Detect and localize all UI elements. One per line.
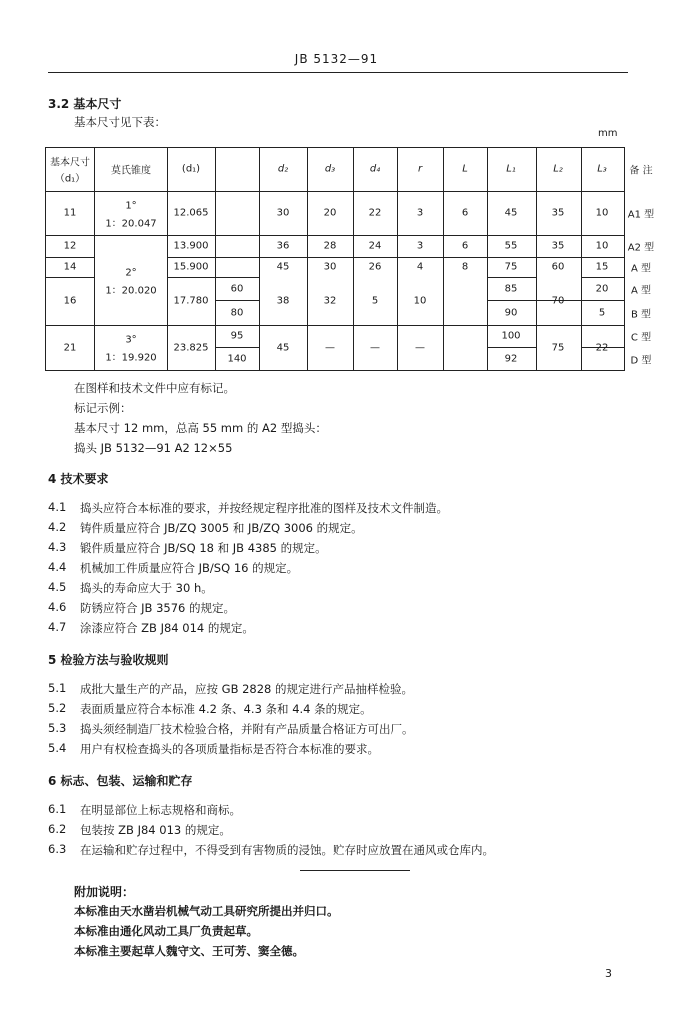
clause-text: 捣头应符合本标准的要求，并按经规定程序批准的图样及技术文件制造。 [80, 501, 448, 515]
header-morse-taper: 莫氏锥度 [111, 165, 151, 177]
header-remarks: 备 注 [629, 165, 653, 177]
table-rule [167, 277, 259, 278]
cell-d1: 23.825 [173, 342, 209, 354]
clause-text: 在运输和贮存过程中，不得受到有害物质的浸蚀。贮存时应放置在通风或仓库内。 [80, 843, 494, 857]
dimensions-table [45, 147, 655, 371]
cell-size: 21 [63, 342, 77, 354]
cell-r: — [370, 342, 380, 354]
cell-d1: 12.065 [173, 207, 209, 219]
table-rule [353, 147, 354, 371]
cell-size: 11 [63, 207, 77, 219]
cell-L1: 90 [504, 307, 518, 319]
cell-r: 3 [416, 240, 424, 252]
cell-d4: 32 [323, 295, 337, 307]
table-rule [45, 257, 94, 258]
cell-L1: 55 [504, 240, 518, 252]
clause-text: 防锈应符合 JB 3576 的规定。 [80, 601, 236, 615]
table-rule [167, 257, 625, 258]
cell-taper-ratio: 1：20.020 [105, 285, 157, 297]
cell-taper: 1° [125, 200, 137, 212]
appendix-title: 附加说明： [74, 885, 135, 899]
clause-number: 6.3 [48, 842, 67, 856]
table-rule [443, 147, 444, 371]
clause-number: 5.1 [48, 681, 67, 695]
marking-example-desc: 基本尺寸 12 mm，总高 55 mm 的 A2 型捣头： [74, 421, 327, 435]
clause-text: 捣头的寿命应大于 30 h。 [80, 581, 213, 595]
cell-L: 10 [413, 295, 427, 307]
cell-d1: 17.780 [173, 295, 209, 307]
cell-d2: 30 [276, 207, 290, 219]
cell-size: 14 [63, 261, 77, 273]
cell-remark: C 型 [630, 332, 652, 344]
cell-remark: A 型 [630, 285, 652, 297]
cell-d2: 45 [276, 261, 290, 273]
header-d2: d₂ [277, 163, 289, 175]
cell-remark: D 型 [630, 355, 652, 367]
table-rule [581, 147, 582, 371]
cell-d3: 20 [323, 207, 337, 219]
clause-number: 5.2 [48, 701, 67, 715]
clause-number: 4.4 [48, 560, 67, 574]
cell-L1: 100 [501, 330, 521, 342]
clause-text: 铸件质量应符合 JB/ZQ 3005 和 JB/ZQ 3006 的规定。 [80, 521, 363, 535]
cell-L3: 10 [595, 207, 609, 219]
page-number: 3 [605, 967, 612, 980]
clause-number: 4.5 [48, 580, 67, 594]
header-nominal-size-sub: （d₁） [54, 173, 86, 185]
clause-number: 4.1 [48, 500, 67, 514]
cell-L: 8 [461, 261, 469, 273]
cell-d1: 13.900 [173, 240, 209, 252]
cell-r: 5 [371, 295, 379, 307]
marking-note: 在图样和技术文件中应有标记。 [74, 381, 235, 395]
cell-d1: 15.900 [173, 261, 209, 273]
appendix-line: 本标准主要起草人魏守文、王可芳、窦全德。 [74, 944, 304, 958]
clause-text: 成批大量生产的产品，应按 GB 2828 的规定进行产品抽样检验。 [80, 682, 414, 696]
clause-number: 4.3 [48, 540, 67, 554]
clause-number: 5.4 [48, 741, 67, 755]
header-d3: d₃ [324, 163, 336, 175]
section-6-title: 6 标志、包装、运输和贮存 [48, 774, 193, 788]
cell-L3: 22 [595, 342, 609, 354]
cell-L2: 60 [551, 261, 565, 273]
table-rule [45, 235, 625, 236]
cell-remark: A2 型 [627, 242, 655, 254]
cell-L: 6 [461, 240, 469, 252]
cell-L1: 85 [504, 283, 518, 295]
clause-text: 在明显部位上标志规格和商标。 [80, 803, 241, 817]
table-rule [45, 325, 625, 326]
clause-number: 4.6 [48, 600, 67, 614]
table-rule [581, 277, 625, 278]
cell-remark: A 型 [630, 263, 652, 275]
section-4-title: 4 技术要求 [48, 472, 109, 486]
document-header: JB 5132—91 [294, 52, 379, 66]
cell-taper-ratio: 1：19.920 [105, 352, 157, 364]
table-rule [45, 191, 625, 192]
section-3-2-title: 3.2 基本尺寸 [48, 97, 122, 111]
clause-text: 包装按 ZB J84 013 的规定。 [80, 823, 231, 837]
table-rule [45, 147, 46, 371]
header-rule [48, 72, 628, 73]
cell-L3: 10 [595, 240, 609, 252]
table-rule [487, 300, 536, 301]
cell-d3: 45 [276, 342, 290, 354]
table-rule [215, 300, 259, 301]
cell-L3: 5 [598, 307, 606, 319]
clause-text: 涂漆应符合 ZB J84 014 的规定。 [80, 621, 254, 635]
table-rule [45, 277, 94, 278]
cell-L: 6 [461, 207, 469, 219]
cell-L1: 45 [504, 207, 518, 219]
clause-number: 4.2 [48, 520, 67, 534]
cell-d3: 38 [276, 295, 290, 307]
section-3-2-intro: 基本尺寸见下表： [74, 115, 166, 129]
clause-number: 4.7 [48, 620, 67, 634]
clause-text: 机械加工件质量应符合 JB/SQ 16 的规定。 [80, 561, 299, 575]
cell-L: — [415, 342, 425, 354]
header-L2: L₂ [553, 163, 563, 175]
cell-L3: 20 [595, 283, 609, 295]
table-rule [397, 147, 398, 371]
cell-L2: 75 [551, 342, 565, 354]
cell-L2: 35 [551, 207, 565, 219]
header-d1: (d₁) [181, 163, 201, 175]
header-L3: L₃ [597, 163, 607, 175]
clause-number: 5.3 [48, 721, 67, 735]
table-rule [487, 347, 536, 348]
section-5-title: 5 检验方法与验收规则 [48, 653, 169, 667]
cell-size: 12 [63, 240, 77, 252]
table-rule [167, 147, 168, 371]
table-rule [45, 147, 625, 148]
cell-L3: 15 [595, 261, 609, 273]
cell-taper: 3° [125, 334, 137, 346]
clause-text: 表面质量应符合本标准 4.2 条、4.3 条和 4.4 条的规定。 [80, 702, 372, 716]
appendix-separator [300, 870, 410, 871]
table-rule [624, 147, 625, 371]
cell-d4: 26 [368, 261, 382, 273]
table-rule [487, 277, 536, 278]
cell-remark: B 型 [630, 309, 652, 321]
cell-remark: A1 型 [627, 209, 655, 221]
header-L: L [462, 163, 468, 175]
cell-d4: 24 [368, 240, 382, 252]
cell-d4: — [325, 342, 335, 354]
marking-example-code: 捣头 JB 5132—91 A2 12×55 [74, 441, 233, 455]
clause-text: 捣头须经制造厂技术检验合格，并附有产品质量合格证方可出厂。 [80, 722, 414, 736]
cell-d3: 30 [323, 261, 337, 273]
cell-d2: 95 [230, 330, 244, 342]
cell-r: 3 [416, 207, 424, 219]
header-r: r [417, 163, 423, 175]
header-d4: d₄ [369, 163, 381, 175]
table-rule [259, 147, 260, 371]
cell-d4: 22 [368, 207, 382, 219]
table-rule [536, 147, 537, 371]
cell-d2: 80 [230, 307, 244, 319]
table-rule [487, 147, 488, 371]
cell-taper: 2° [125, 267, 137, 279]
cell-L1: 92 [504, 353, 518, 365]
clause-number: 6.1 [48, 802, 67, 816]
cell-d3: 28 [323, 240, 337, 252]
header-nominal-size: 基本尺寸 [50, 157, 90, 169]
table-rule [307, 147, 308, 371]
header-L1: L₁ [506, 163, 516, 175]
marking-example-label: 标记示例： [74, 401, 132, 415]
table-rule [94, 147, 95, 371]
cell-d2: 140 [227, 353, 247, 365]
cell-L2: 70 [551, 295, 565, 307]
appendix-line: 本标准由天水凿岩机械气动工具研究所提出并归口。 [74, 904, 339, 918]
cell-size: 16 [63, 295, 77, 307]
clause-text: 锻件质量应符合 JB/SQ 18 和 JB 4385 的规定。 [80, 541, 327, 555]
unit-label: mm [598, 128, 618, 139]
cell-r: 4 [416, 261, 424, 273]
cell-d2: 36 [276, 240, 290, 252]
cell-d2: 60 [230, 283, 244, 295]
clause-number: 6.2 [48, 822, 67, 836]
table-rule [45, 370, 625, 371]
cell-L2: 35 [551, 240, 565, 252]
table-rule [215, 147, 216, 371]
clause-text: 用户有权检查捣头的各项质量指标是否符合本标准的要求。 [80, 742, 379, 756]
cell-L1: 75 [504, 261, 518, 273]
cell-taper-ratio: 1：20.047 [105, 218, 157, 230]
table-rule [215, 347, 259, 348]
appendix-line: 本标准由通化风动工具厂负责起草。 [74, 924, 258, 938]
